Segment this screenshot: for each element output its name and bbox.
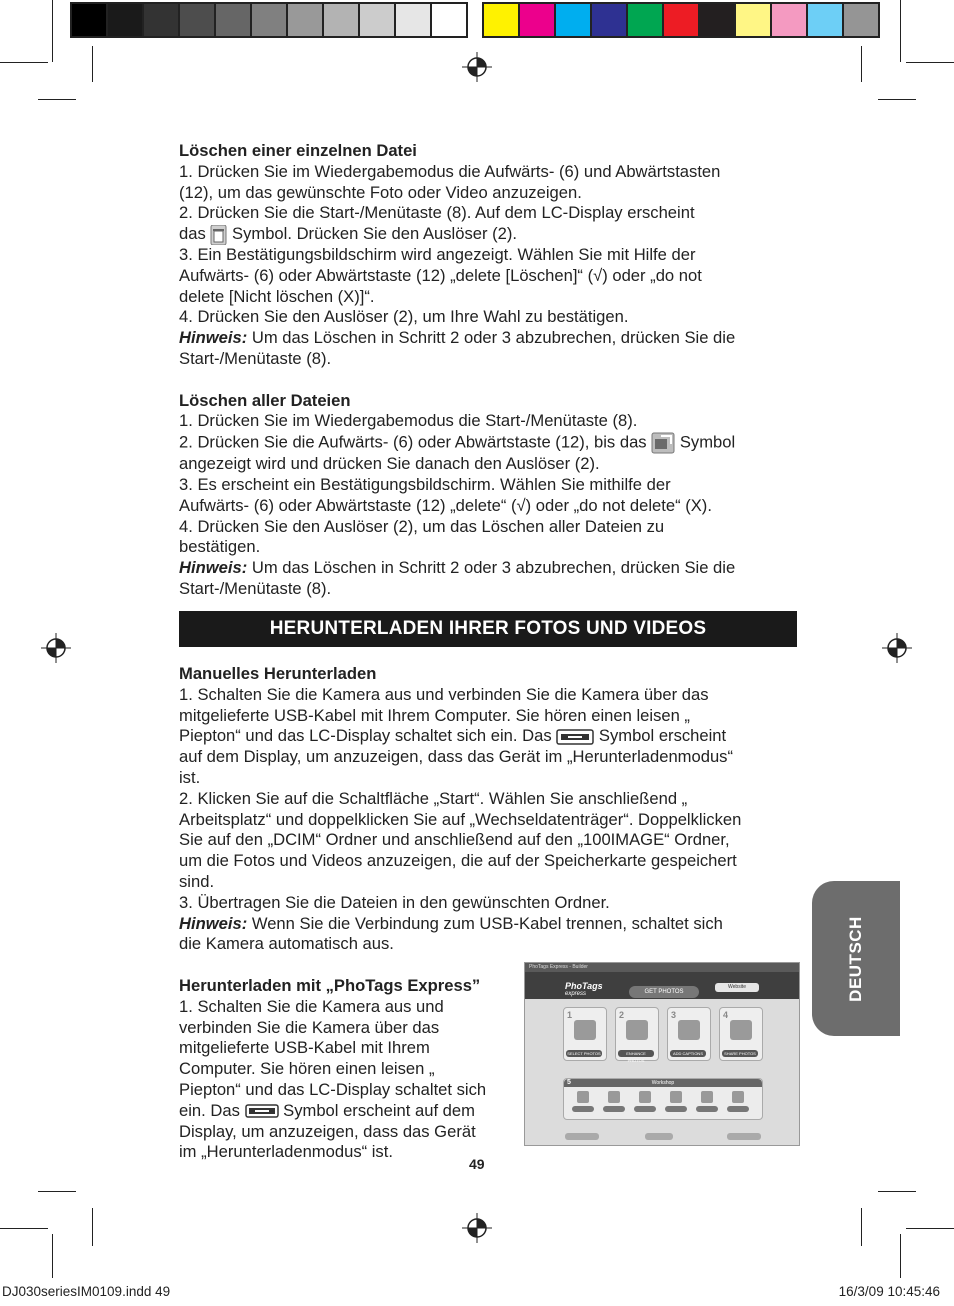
text-line: Computer. Sie hören einen leisen „ [179,1059,435,1079]
note-text: Um das Löschen in Schritt 2 oder 3 abzubrechen, drücken Sie die [247,328,736,348]
text-line: Aufwärts- (6) oder Abwärtstaste (12) „delete [Löschen]“ (√) oder „do not [179,265,702,285]
color-swatch [592,4,628,36]
photags-logo: PhoTags express [565,981,603,997]
registration-mark-bottom [462,1213,492,1243]
color-swatch [288,4,324,36]
text-line [179,224,799,245]
tile-enhance-photos: 2 ENHANCE PHOTOS [615,1007,659,1061]
note-label: Hinweis: [179,328,248,348]
color-swatch [484,4,520,36]
text-fragment: 2. Drücken Sie die Aufwärts- (6) oder Abwärtstaste (12), bis das [179,432,647,452]
website-button: Website [715,983,759,992]
text-line: 4. Drücken Sie den Auslöser (2), um Ihre Wahl zu bestätigen. [179,307,629,327]
text-line: angezeigt wird und drücken Sie danach den Auslöser (2). [179,454,600,474]
note-line [179,328,799,349]
text-fragment: Symbol [679,432,736,452]
section-heading-delete-single: Löschen einer einzelnen Datei [179,141,417,160]
registration-mark-right [882,633,912,663]
text-line: 3. Es erscheint ein Bestätigungsbildschirm. Wählen Sie mithilfe der [179,474,671,494]
color-swatch [252,4,288,36]
section-heading-photags: Herunterladen mit „PhoTags Express” [179,975,481,995]
text-line: 2. Klicken Sie auf die Schaltfläche „Start“. Wählen Sie anschließend „ [179,788,688,808]
workshop-panel [563,1078,763,1120]
color-swatch [844,4,878,36]
note-label: Hinweis: [179,913,248,933]
photags-express-screenshot [524,962,800,1146]
text-line: Arbeitsplatz“ und doppelklicken Sie auf „Wechseldatenträger“. Doppelklicken [179,809,742,829]
text-line: bestätigen. [179,537,261,557]
text-line [179,432,799,454]
note-line [179,558,799,579]
color-swatch [700,4,736,36]
trash-icon [210,225,227,245]
app-header [525,972,799,999]
footer-button [727,1133,761,1140]
text-line: 1. Drücken Sie im Wiedergabemodus die Start-/Menütaste (8). [179,411,638,431]
workshop-item-icon [727,1091,749,1115]
text-line: (12), um das gewünschte Foto oder Video anzuzeigen. [179,182,582,202]
text-line: Sie auf den „DCIM“ Ordner und anschließend auf den „100IMAGE“ Ordner, [179,830,730,850]
workshop-title: Workshop [564,1079,762,1087]
text-line: die Kamera automatisch aus. [179,934,394,954]
color-swatch [216,4,252,36]
color-swatch [396,4,432,36]
text-line: Display, um anzuzeigen, dass das Gerät [179,1121,476,1141]
note-label: Hinweis: [179,558,248,578]
text-fragment: ein. Das [179,1100,240,1120]
text-icon [678,1020,700,1040]
tile-select-photos: 1 SELECT PHOTOS [563,1007,607,1061]
color-swatch [432,4,466,36]
text-fragment: Symbol erscheint auf dem [283,1100,475,1120]
page-number: 49 [469,1156,485,1172]
usb-mode-icon [556,729,594,745]
text-line [179,726,799,747]
note-text: Um das Löschen in Schritt 2 oder 3 abzubrechen, drücken Sie die [247,558,736,578]
globe-icon [730,1020,752,1040]
text-line: verbinden Sie die Kamera über das [179,1017,440,1037]
text-fragment: das [179,224,206,244]
text-line: 1. Schalten Sie die Kamera aus und verbinden Sie die Kamera über das [179,684,709,704]
color-swatch [808,4,844,36]
text-line: Start-/Menütaste (8). [179,348,332,368]
color-swatch [144,4,180,36]
footer-button [565,1133,599,1140]
get-photos-button: GET PHOTOS [629,986,699,998]
note-line [179,914,799,935]
color-swatch [108,4,144,36]
text-line: 3. Übertragen Sie die Dateien in den gewünschten Ordner. [179,892,610,912]
text-line: Piepton“ und das LC-Display schaltet sich [179,1079,487,1099]
section-heading-manual-download: Manuelles Herunterladen [179,664,377,683]
text-fragment: Symbol erscheint [598,726,727,746]
text-fragment: Piepton“ und das LC-Display schaltet sich ein. Das [179,726,552,746]
process-color-bar [482,2,880,38]
text-line: 1. Schalten Sie die Kamera aus und [179,996,444,1016]
workshop-item-icon [634,1091,656,1115]
section-banner-download: HERUNTERLADEN IHRER FOTOS UND VIDEOS [179,611,797,647]
registration-mark-left [41,633,71,663]
delete-all-icon [651,432,675,454]
color-swatch [324,4,360,36]
workshop-number: 5 [567,1079,571,1086]
text-line: 3. Ein Bestätigungsbildschirm wird angezeigt. Wählen Sie mit Hilfe der [179,244,696,264]
text-line: 2. Drücken Sie die Start-/Menütaste (8). Auf dem LC-Display erscheint [179,203,695,223]
text-line: delete [Nicht löschen (X)]“. [179,286,375,306]
brush-icon [626,1020,648,1040]
text-line: auf dem Display, um anzuzeigen, dass das Gerät im „Herunterladenmodus“ [179,747,734,767]
language-side-tab: DEUTSCH [812,881,900,1036]
tile-share-photos: 4 SHARE PHOTOS [719,1007,763,1061]
workshop-item-icon [665,1091,687,1115]
workshop-item-icon [603,1091,625,1115]
window-title: PhoTags Express - Builder [525,963,799,972]
color-swatch [736,4,772,36]
text-line: 1. Drücken Sie im Wiedergabemodus die Aufwärts- (6) und Abwärtstasten [179,161,721,181]
text-line: um die Fotos und Videos anzuzeigen, die auf der Speicherkarte gespeichert [179,851,737,871]
color-swatch [556,4,592,36]
color-swatch [180,4,216,36]
text-line: Aufwärts- (6) oder Abwärtstaste (12) „delete“ (√) oder „do not delete“ (X). [179,495,712,515]
text-line: Start-/Menütaste (8). [179,578,332,598]
color-swatch [360,4,396,36]
workshop-item-icon [572,1091,594,1115]
text-fragment: Symbol. Drücken Sie den Auslöser (2). [232,224,518,244]
text-line: sind. [179,871,215,891]
workshop-item-icon [696,1091,718,1115]
color-swatch [72,4,108,36]
text-line: ist. [179,767,201,787]
text-line: im „Herunterladenmodus“ ist. [179,1142,393,1162]
content-top [179,141,799,600]
note-text: Wenn Sie die Verbindung zum USB-Kabel trennen, schaltet sich [247,913,723,933]
color-swatch [628,4,664,36]
registration-mark-top [462,52,492,82]
grayscale-color-bar [70,2,468,38]
color-swatch [520,4,556,36]
color-swatch [772,4,808,36]
footer-timestamp: 16/3/09 10:45:46 [838,1284,940,1299]
color-swatch [664,4,700,36]
text-line: mitgelieferte USB-Kabel mit Ihrem [179,1038,430,1058]
section-heading-delete-all: Löschen aller Dateien [179,390,351,410]
folder-icon [574,1020,596,1040]
text-line: 4. Drücken Sie den Auslöser (2), um das Löschen aller Dateien zu [179,516,665,536]
footer-file-info: DJ030seriesIM0109.indd 49 [2,1284,171,1299]
usb-mode-icon [245,1104,279,1118]
footer-button [645,1133,673,1140]
tile-add-captions: 3 ADD CAPTIONS [667,1007,711,1061]
text-line: mitgelieferte USB-Kabel mit Ihrem Computer. Sie hören einen leisen „ [179,705,690,725]
